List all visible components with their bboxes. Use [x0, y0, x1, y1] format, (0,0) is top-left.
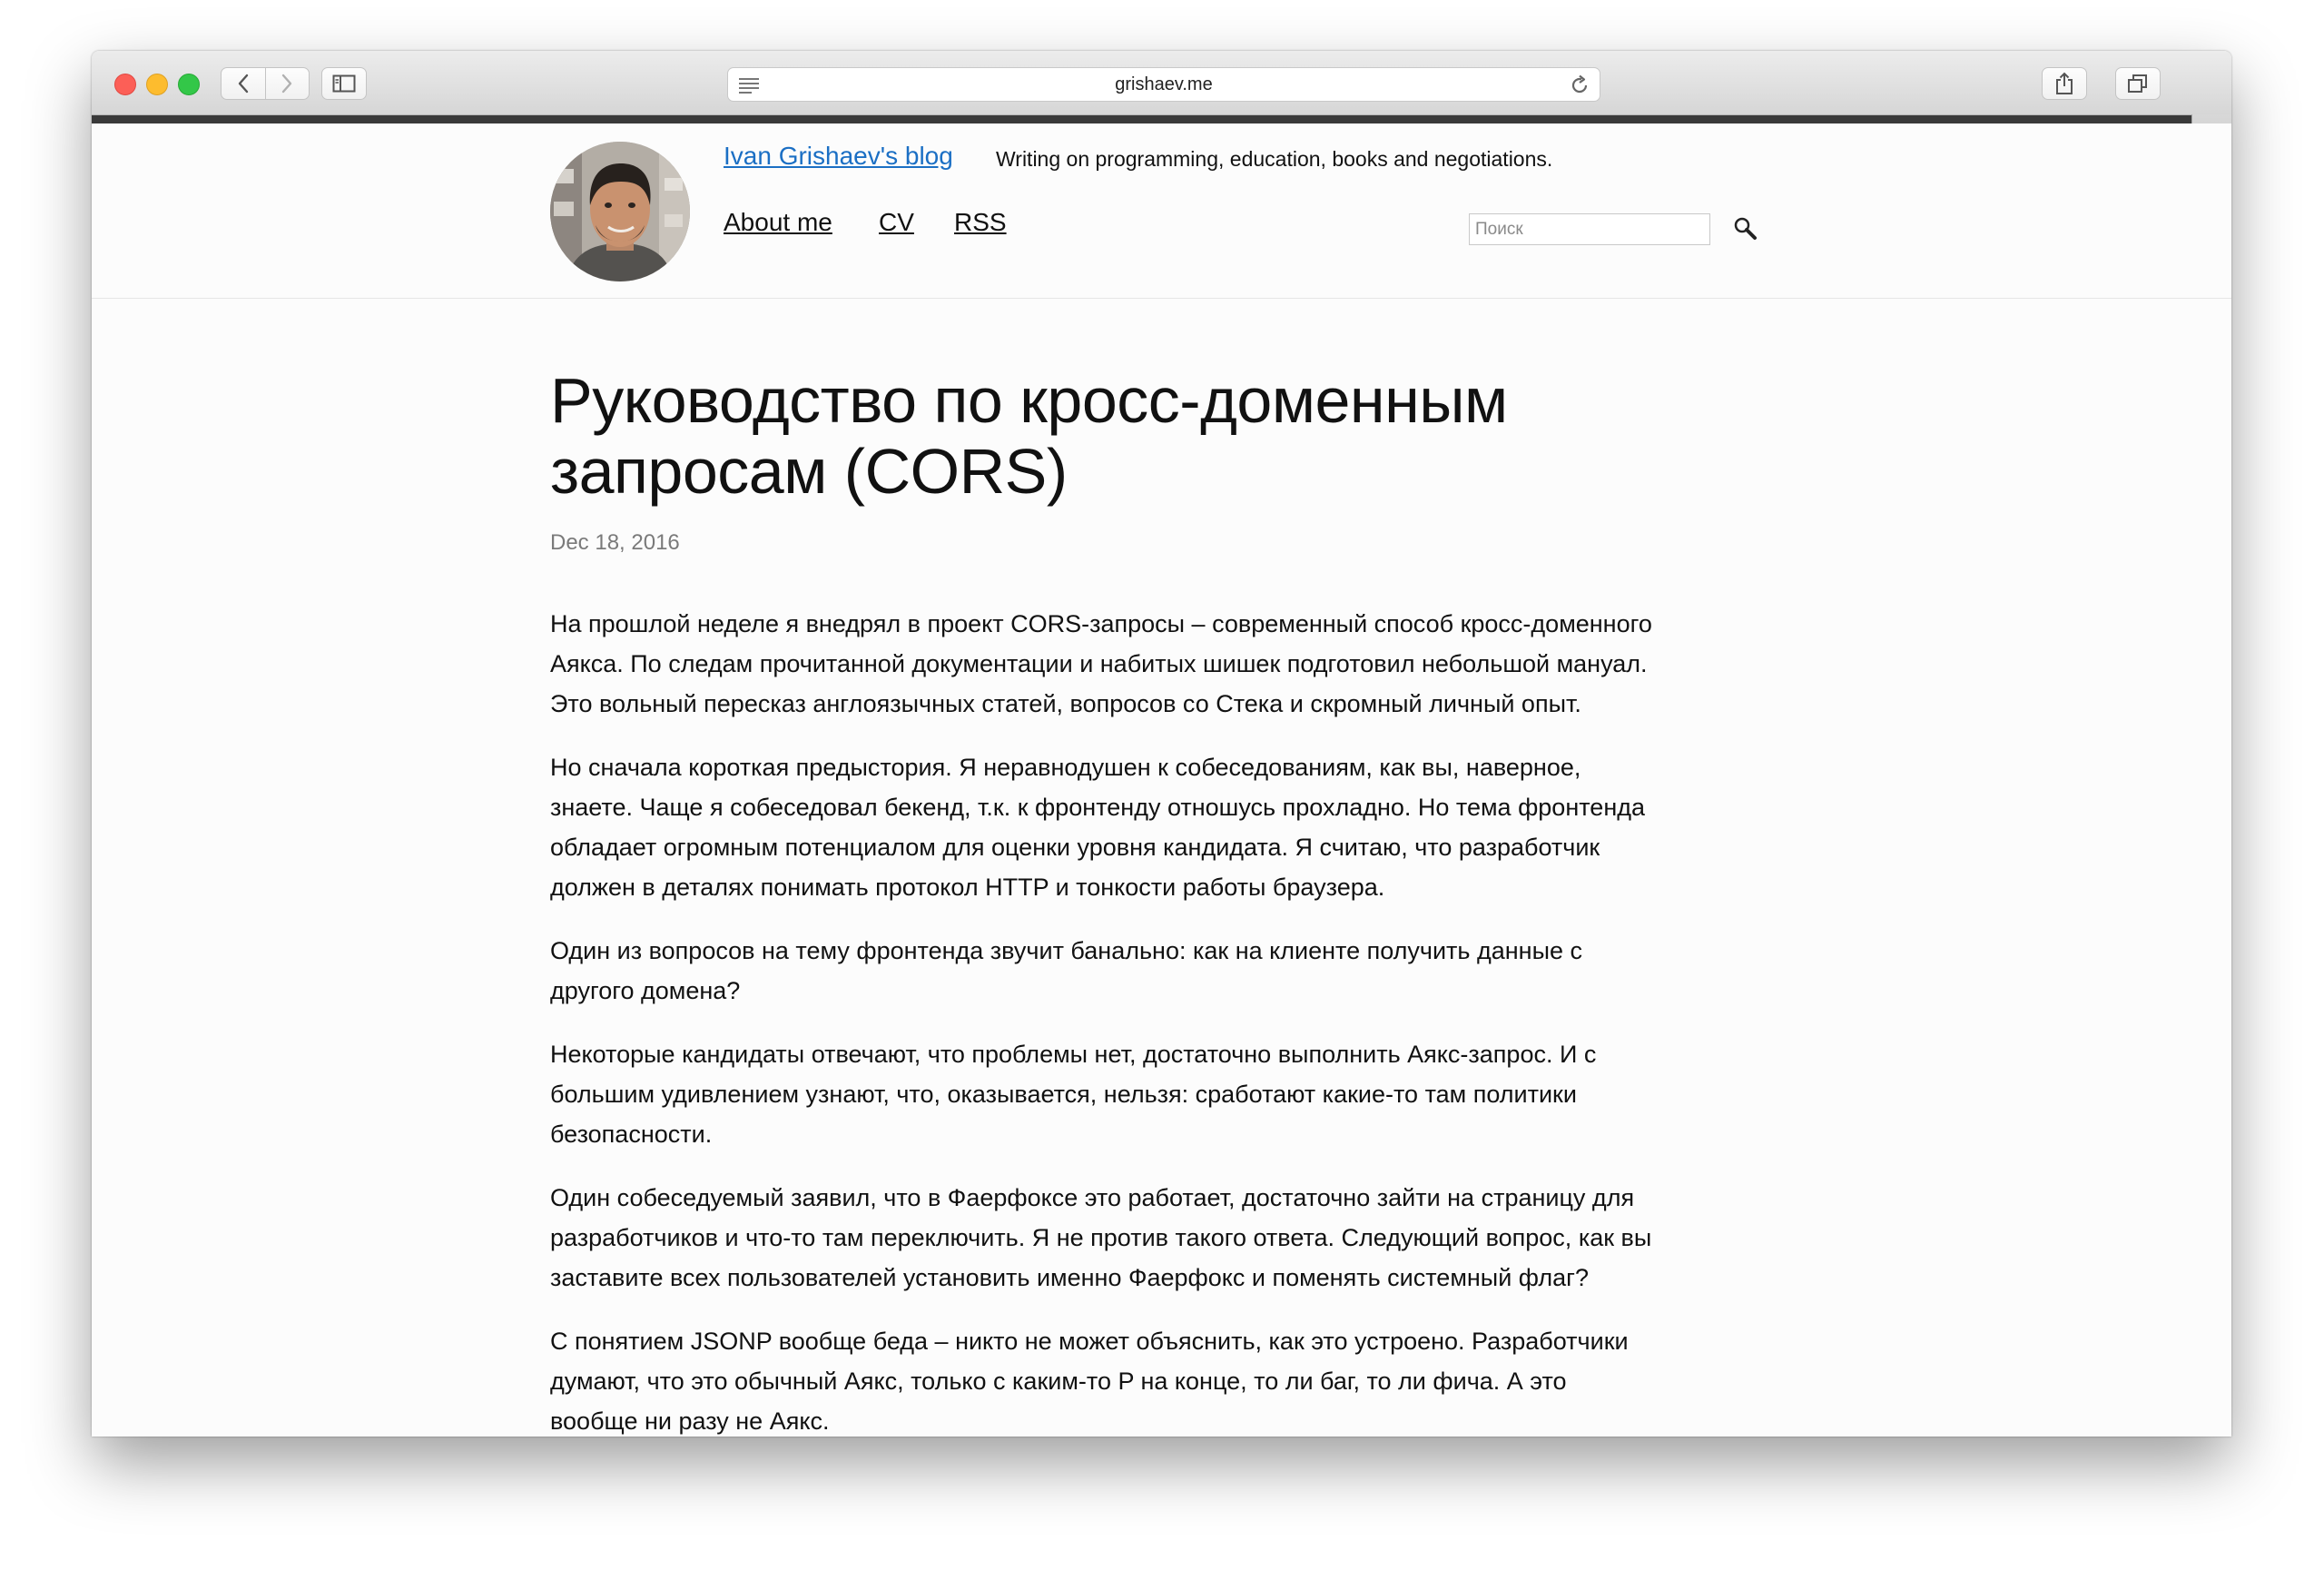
share-button[interactable]: [2042, 67, 2087, 100]
article-date: Dec 18, 2016: [550, 530, 680, 555]
paragraph-line: Один из вопросов на тему фронтенда звучит банально: как на клиенте получить данные с: [550, 937, 1582, 964]
history-nav: [221, 67, 310, 100]
chevron-left-icon: [237, 74, 250, 94]
article-title: [550, 365, 1821, 507]
article-title-line: запросам (CORS): [550, 436, 1068, 507]
share-icon: [2054, 72, 2074, 95]
nav-link-cv[interactable]: CV: [879, 208, 914, 236]
paragraph-line: большим удивлением узнают, что, оказывается, нельзя: сработают какие-то там политики: [550, 1081, 1577, 1108]
paragraph-line: заставите всех пользователей установить именно Фаерфокс и поменять системный флаг?: [550, 1264, 1590, 1291]
paragraph-line: Аякса. По следам прочитанной документации и набитых шишек подготовил небольшой мануал.: [550, 650, 1648, 677]
search-icon[interactable]: [1733, 216, 1758, 242]
paragraph-line: Но сначала короткая предыстория. Я неравнодушен к собеседованиям, как вы, наверное,: [550, 754, 1581, 781]
paragraph-line: Это вольный пересказ англоязычных статей, вопросов со Стека и скромный личный опыт.: [550, 690, 1581, 717]
blog-title-link[interactable]: Ivan Grishaev's blog: [724, 142, 953, 170]
article-paragraph: [550, 1178, 1821, 1298]
nav-link-about[interactable]: About me: [724, 208, 832, 236]
search-input[interactable]: [1469, 213, 1710, 245]
avatar: [550, 142, 690, 281]
site-header: [92, 123, 2231, 299]
web-page: [92, 123, 2231, 1437]
browser-toolbar: [92, 51, 2231, 115]
article-paragraph: [550, 1321, 1821, 1437]
site-tagline: Writing on programming, education, books and negotiations.: [996, 147, 1553, 171]
back-button[interactable]: [222, 68, 265, 99]
browser-window: [92, 51, 2231, 1437]
forward-button[interactable]: [265, 68, 310, 99]
chevron-right-icon: [281, 74, 293, 94]
article-paragraph: [550, 1034, 1821, 1154]
sidebar-icon: [332, 74, 356, 93]
paragraph-line: вообще ни разу не Аякс.: [550, 1407, 830, 1435]
tabs-icon: [2127, 74, 2149, 94]
tabs-overview-button[interactable]: [2115, 67, 2161, 100]
paragraph-line: другого домена?: [550, 977, 741, 1004]
paragraph-line: С понятием JSONP вообще беда – никто не может объяснить, как это устроено. Разработчики: [550, 1328, 1629, 1355]
article-paragraph: [550, 604, 1821, 724]
tab-strip: [92, 115, 2231, 123]
paragraph-line: Некоторые кандидаты отвечают, что проблемы нет, достаточно выполнить Аякс-запрос. И с: [550, 1041, 1597, 1068]
paragraph-line: думают, что это обычный Аякс, только с каким-то P на конце, то ли баг, то ли фича. А это: [550, 1368, 1567, 1395]
reload-icon[interactable]: [1569, 74, 1590, 96]
article-paragraph: [550, 931, 1821, 1011]
paragraph-line: безопасности.: [550, 1121, 713, 1148]
article-title-line: Руководство по кросс-доменным: [550, 365, 1508, 436]
nav-link-rss[interactable]: RSS: [954, 208, 1007, 236]
close-window-button[interactable]: [114, 74, 136, 95]
sidebar-button[interactable]: [321, 67, 367, 100]
paragraph-line: На прошлой неделе я внедрял в проект CORS-запросы – современный способ кросс-доменного: [550, 610, 1652, 637]
article: [550, 365, 1821, 1437]
paragraph-line: должен в деталях понимать протокол HTTP и тонкости работы браузера.: [550, 874, 1385, 901]
paragraph-line: обладает огромным потенциалом для оценки уровня кандидата. Я считаю, что разработчик: [550, 834, 1600, 861]
zoom-window-button[interactable]: [178, 74, 200, 95]
paragraph-line: Один собеседуемый заявил, что в Фаерфоксе это работает, достаточно зайти на страницу для: [550, 1184, 1635, 1211]
url-text: grishaev.me: [1115, 74, 1213, 94]
minimize-window-button[interactable]: [146, 74, 168, 95]
address-bar[interactable]: [727, 67, 1600, 102]
article-paragraph: [550, 747, 1821, 907]
paragraph-line: разработчиков и что-то там переключить. Я не против такого ответа. Следующий вопрос, как вы: [550, 1224, 1652, 1251]
paragraph-line: знаете. Чаще я собеседовал бекенд, т.к. к фронтенду отношусь прохладно. Но тема фронтенда: [550, 794, 1645, 821]
